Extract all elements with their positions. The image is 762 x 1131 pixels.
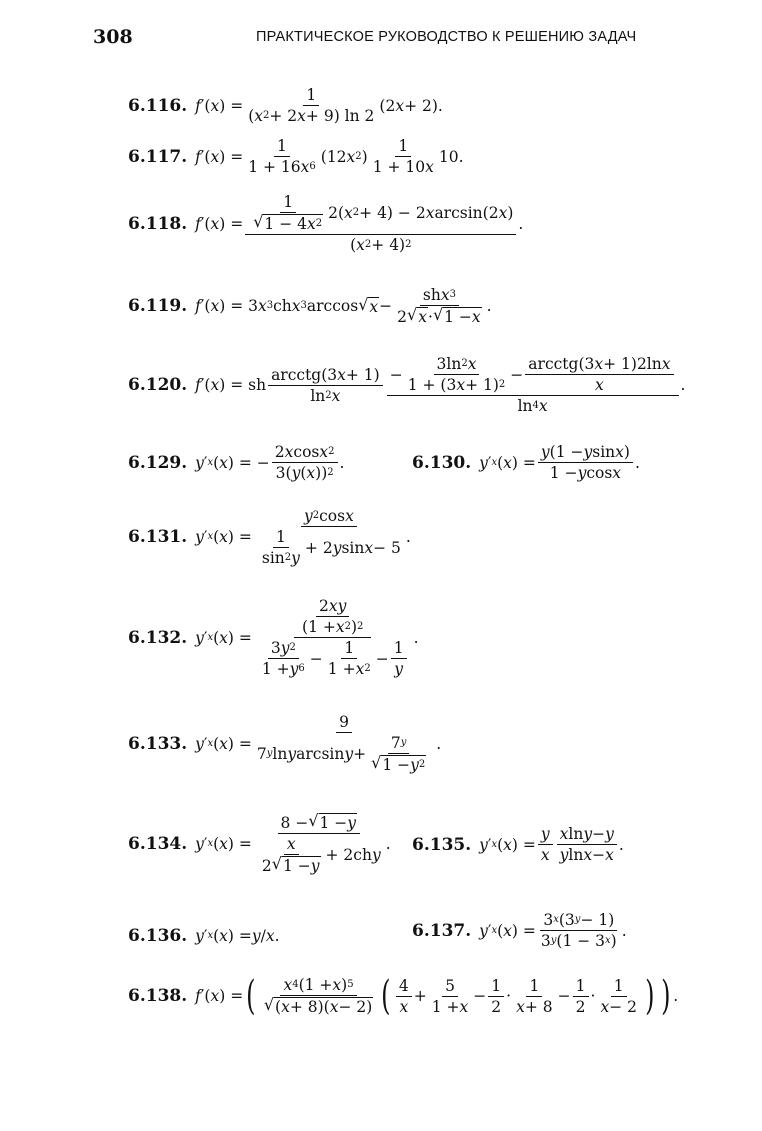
problem-6-119: [128, 286, 492, 326]
problem-6-138: [128, 973, 679, 1019]
problem-6-132: [128, 597, 419, 678]
problem-number: 6.138.: [128, 986, 188, 1006]
running-head: ПРАКТИЧЕСКОЕ РУКОВОДСТВО К РЕШЕНИЮ ЗАДАЧ: [256, 29, 637, 45]
problem-6-135: [412, 825, 624, 864]
problem-6-136: [128, 926, 280, 946]
problem-6-134: [128, 813, 391, 875]
formula: y ′ x ( x ) = y / x .: [195, 927, 280, 945]
formula: f ′( x ) = sh arcctg(3 x + 1) ln 2 x − 3ln 2 x 1 + (3 x + 1) 2 − arcctg(3 x + 1)2ln x x ln 4 x .: [195, 355, 686, 415]
formula: y ′ x ( x ) = y x x ln y − y y ln x − x .: [479, 825, 624, 864]
problem-number: 6.136.: [128, 926, 188, 946]
problem-number: 6.117.: [128, 146, 188, 167]
problem-6-130: [412, 443, 640, 482]
problem-6-116: [128, 86, 443, 125]
problem-6-118: [128, 193, 523, 254]
formula: f ′( x ) = 1 1 + 16 x 6 (12 x 2 ) 1 1 + 10 x 10.: [195, 137, 464, 176]
problem-number: 6.119.: [128, 296, 188, 316]
formula: f ′( x ) = 1 ( x 2 + 2 x + 9) ln 2 (2 x + 2).: [195, 86, 443, 125]
problem-number: 6.132.: [128, 627, 188, 648]
formula: y ′ x ( x ) = 8 − √ 1 − y x 2 √ 1 − y + 2ch y .: [195, 811, 391, 875]
problem-number: 6.137.: [412, 920, 472, 941]
problem-6-137: [412, 911, 627, 950]
formula: y ′ x ( x ) = − 2 x cos x 2 3( y ( x )) 2 .: [195, 443, 345, 482]
problem-number: 6.130.: [412, 452, 472, 473]
formula: y ′ x ( x ) = 9 7 y ln y arcsin y + 7 y √ 1 − y 2 .: [195, 713, 442, 774]
problem-number: 6.131.: [128, 527, 188, 547]
problem-6-120: [128, 355, 685, 415]
formula: f ′( x ) = 1 √ 1 − 4 x 2 2( x 2 + 4) − 2 x arcsin(2 x ) ( x 2 + 4) 2 .: [195, 193, 524, 254]
problem-number: 6.129.: [128, 452, 188, 473]
problem-number: 6.134.: [128, 834, 188, 854]
formula: y ′ x ( x ) = 2 xy (1 + x 2 ) 2 3 y 2 1 + y 6 − 1 1 + x 2 − 1 y .: [195, 597, 419, 678]
formula: y ′ x ( x ) = y 2 cos x 1 sin 2 y + 2 y sin x − 5 .: [195, 507, 411, 567]
formula: f ′( x ) = ( x 4 (1 + x ) 5 √ ( x + 8)( x − 2) ( 4 x + 5 1 + x − 1 2 · 1 x + 8 − 1 2 · 1 x − 2 ) ) .: [195, 973, 679, 1019]
problem-number: 6.135.: [412, 834, 472, 855]
page-number: 308: [93, 26, 133, 48]
problem-6-117: [128, 137, 464, 176]
formula: y ′ x ( x ) = 3 x (3 y − 1) 3 y (1 − 3 x ) .: [479, 911, 627, 950]
formula: f ′( x ) = 3 x 3 ch x 3 arccos √ x − sh x 3 2 √ x · √ 1 − x .: [195, 286, 492, 326]
problem-6-131: [128, 507, 411, 567]
problem-number: 6.116.: [128, 95, 188, 116]
problem-number: 6.133.: [128, 733, 188, 754]
problem-6-133: [128, 713, 441, 774]
problem-number: 6.120.: [128, 375, 188, 395]
formula: y ′ x ( x ) = y (1 − y sin x ) 1 − y cos x .: [479, 443, 640, 482]
problem-6-129: [128, 443, 344, 482]
problem-number: 6.118.: [128, 213, 188, 234]
